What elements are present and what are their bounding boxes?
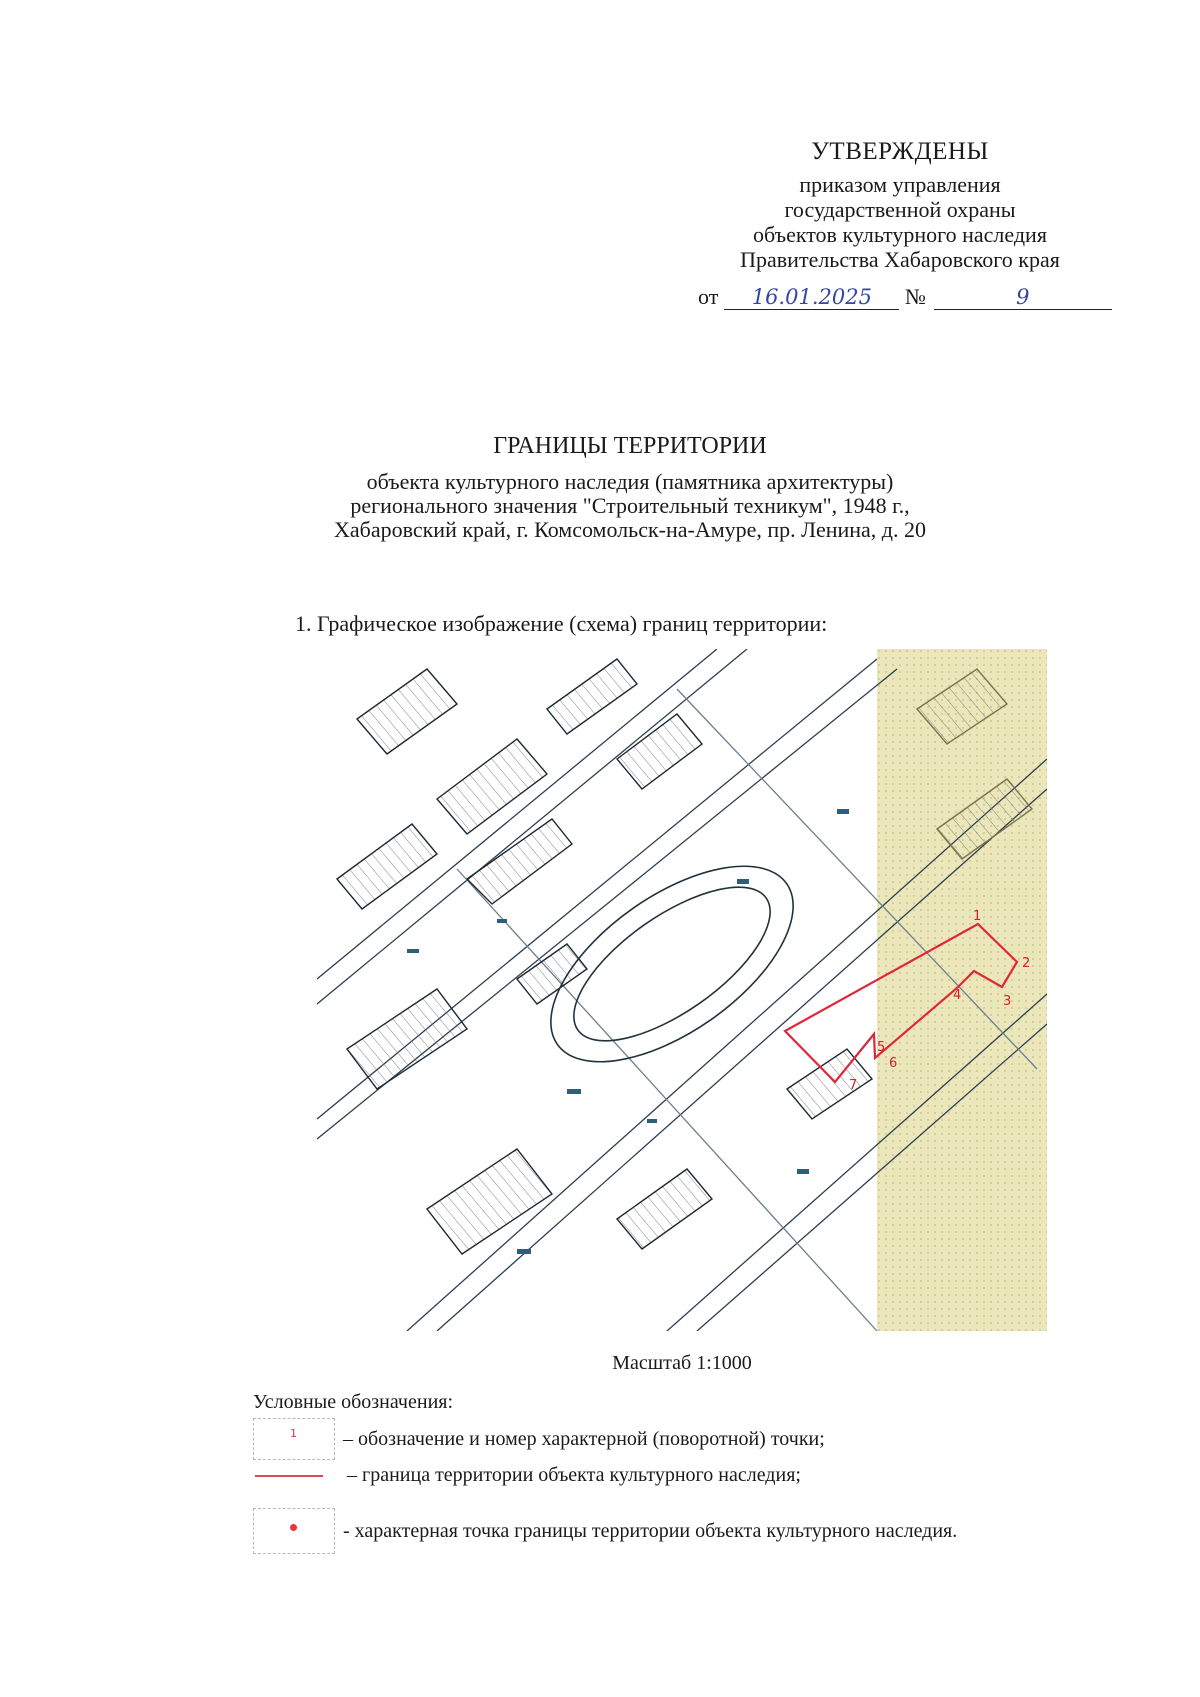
legend-text: – граница территории объекта культурного наследия; <box>347 1464 801 1486</box>
approval-line: Правительства Хабаровского края <box>740 247 1060 272</box>
legend-item-point-number <box>253 1418 825 1460</box>
approval-line: государственной охраны <box>784 197 1016 222</box>
approval-line: объектов культурного наследия <box>753 222 1047 247</box>
approval-line: приказом управления <box>799 172 1001 197</box>
point-number-symbol <box>253 1418 335 1460</box>
point-label-3: 3 <box>1003 994 1012 1009</box>
legend-item-boundary-line <box>253 1464 801 1487</box>
point-label-4: 4 <box>953 988 962 1003</box>
document-title: ГРАНИЦЫ ТЕРРИТОРИИ <box>493 433 767 459</box>
order-date-number <box>698 284 1112 310</box>
point-label-7: 7 <box>849 1078 858 1093</box>
red-dot-icon <box>290 1524 297 1531</box>
point-label-2: 2 <box>1022 956 1031 971</box>
point-number-sample: 1 <box>290 1427 297 1440</box>
handwritten-number: 9 <box>934 285 1112 310</box>
legend-text: – обозначение и номер характерной (поворотной) точки; <box>343 1427 825 1450</box>
number-prefix: № <box>904 284 926 309</box>
point-label-5: 5 <box>877 1040 886 1055</box>
point-dot-symbol <box>253 1508 335 1554</box>
section-heading: 1. Графическое изображение (схема) границ территории: <box>295 611 828 636</box>
site-plan-map <box>317 649 1047 1331</box>
legend-item-point-dot <box>253 1508 957 1554</box>
approval-block <box>700 138 1100 272</box>
point-label-6: 6 <box>889 1056 898 1071</box>
subtitle-line: Хабаровский край, г. Комсомольск-на-Амуре, пр. Ленина, д. 20 <box>333 517 926 542</box>
legend-text: - характерная точка границы территории объекта культурного наследия. <box>343 1519 958 1542</box>
date-prefix: от <box>698 284 719 309</box>
legend-title: Условные обозначения: <box>253 1391 454 1413</box>
map-scale: Масштаб 1:1000 <box>612 1352 752 1374</box>
approval-heading: УТВЕРЖДЕНЫ <box>811 138 989 165</box>
handwritten-date: 16.01.2025 <box>724 285 899 310</box>
boundary-line-symbol <box>255 1475 323 1477</box>
subtitle-line: объекта культурного наследия (памятника архитектуры) <box>366 469 894 494</box>
subtitle-line: регионального значения "Строительный техникум", 1948 г., <box>350 493 910 518</box>
document-subtitle <box>240 470 1020 542</box>
point-label-1: 1 <box>973 909 982 924</box>
